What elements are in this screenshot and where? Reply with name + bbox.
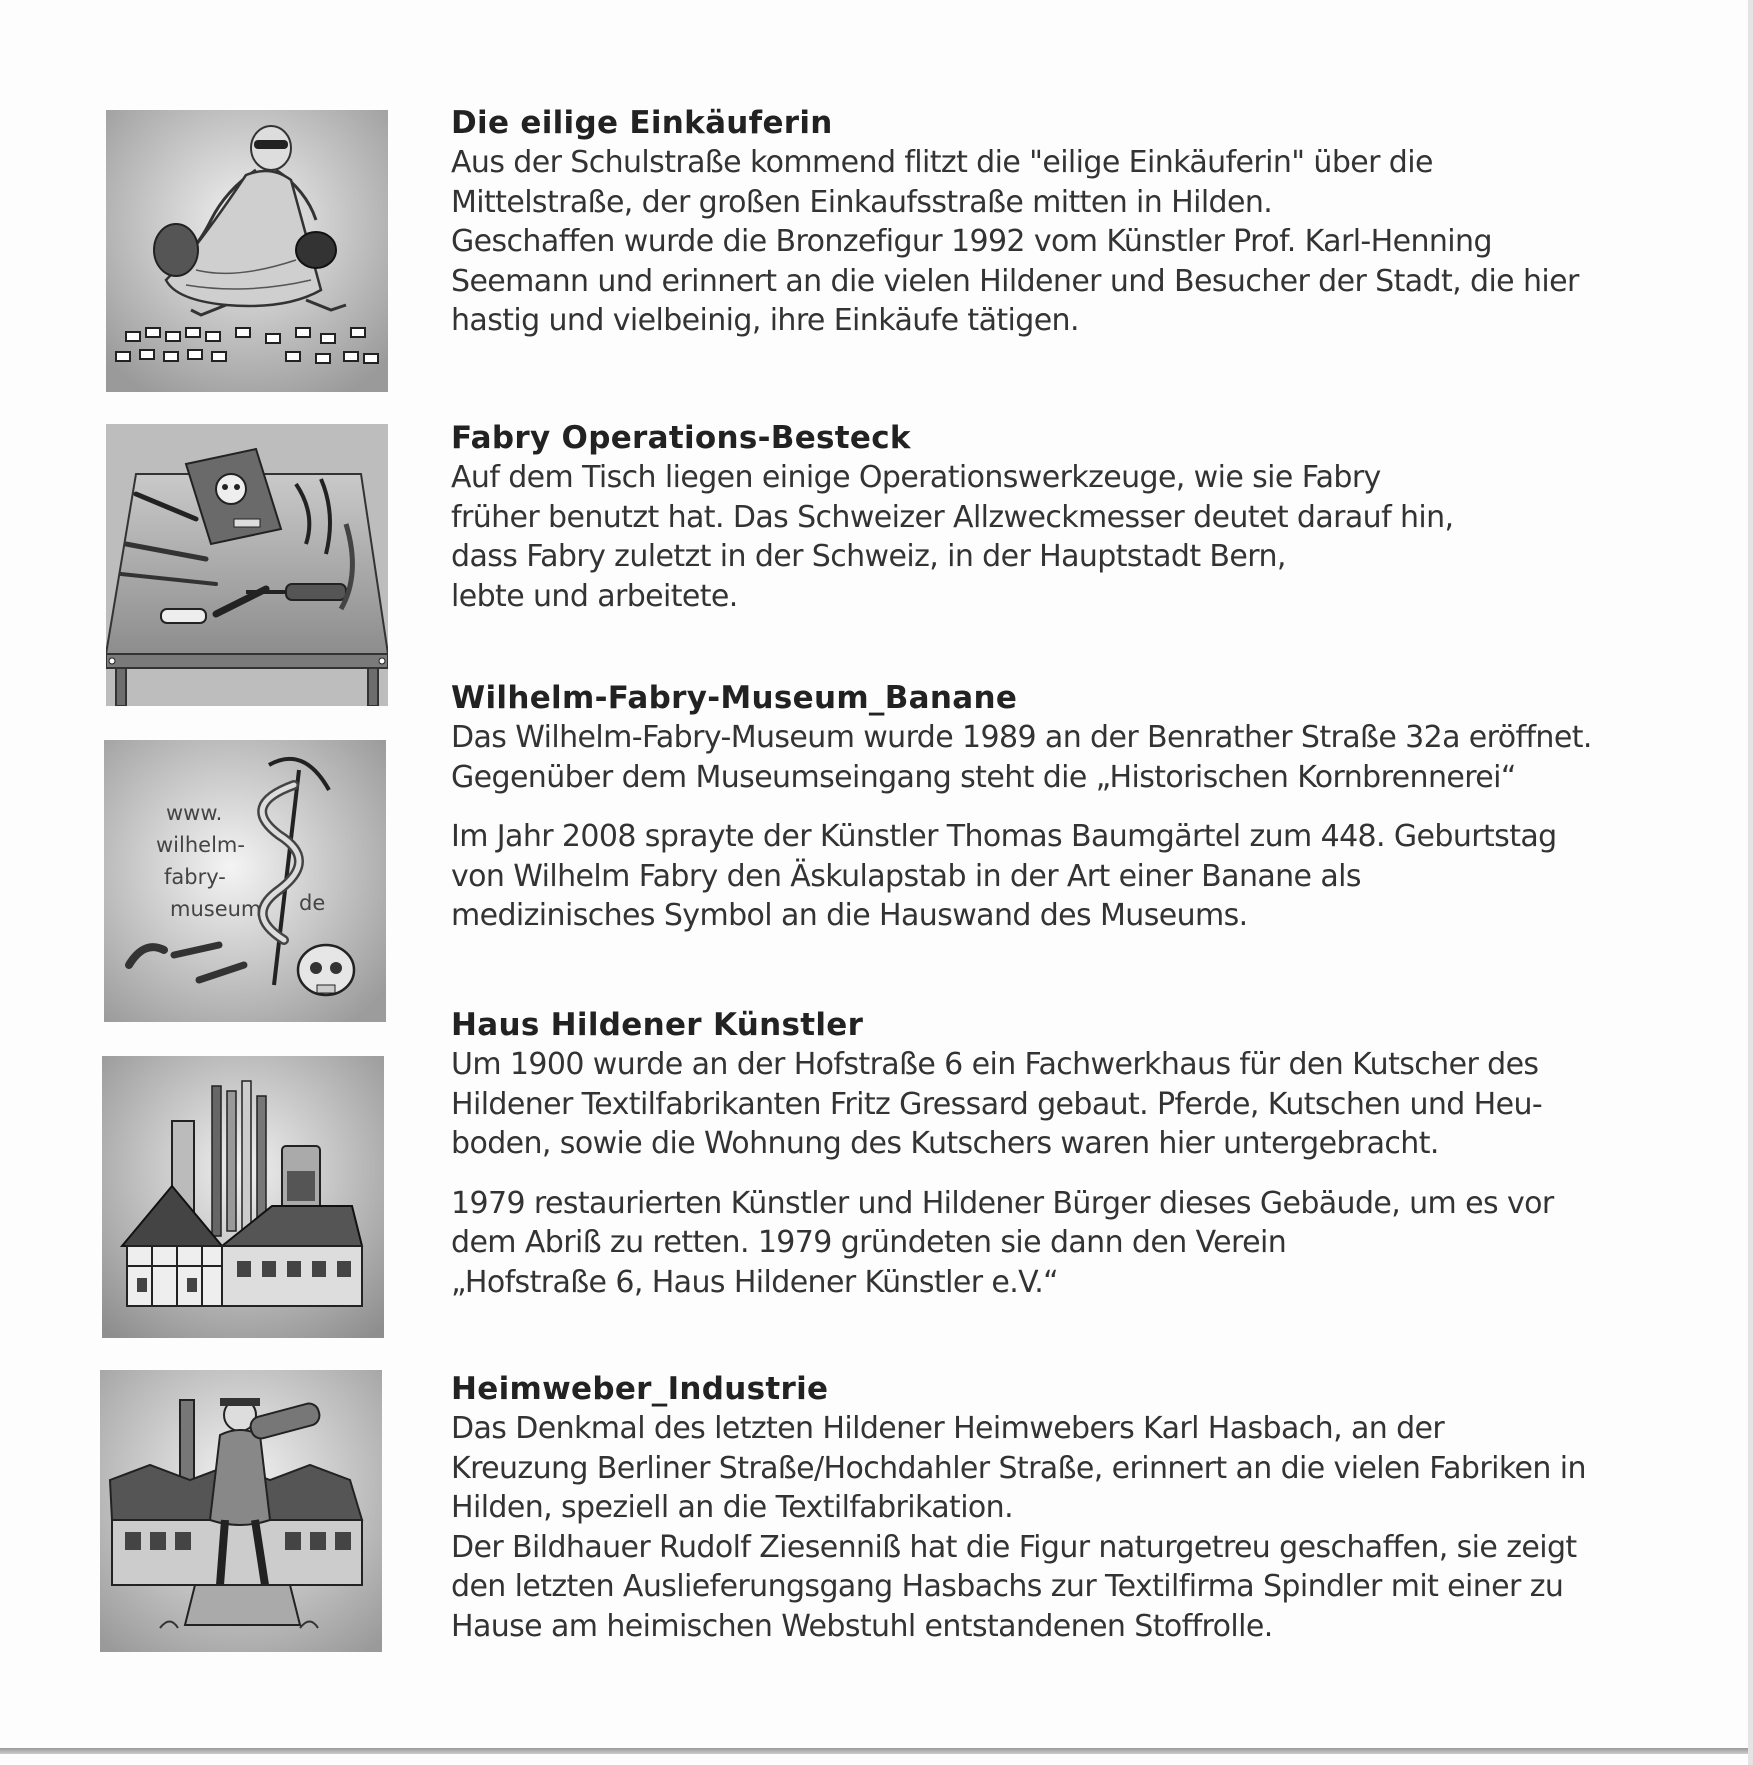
url-text: wilhelm- [156,833,245,857]
text-line: Geschaffen wurde die Bronzefigur 1992 vom Künstler Prof. Karl-Henning [451,224,1492,259]
page-bottom-edge [0,1748,1753,1754]
text-line: hastig und vielbeinig, ihre Einkäufe tätigen. [451,303,1079,338]
url-text: www. [166,801,223,825]
entry-paragraph [451,143,1641,341]
text-line: boden, sowie die Wohnung des Kutschers waren hier untergebracht. [451,1126,1439,1161]
entry-paragraph [451,1184,1641,1303]
text-line: 1979 restaurierten Künstler und Hildener Bürger dieses Gebäude, um es vor [451,1185,1554,1221]
entry-paragraph [451,458,1641,616]
entry-title: Fabry Operations-Besteck [451,420,911,456]
text-line: Gegenüber dem Museumseingang steht die „Historischen Kornbrennerei“ [451,759,1516,795]
shopper-illustration [106,110,388,392]
text-line: Seemann und erinnert an die vielen Hildener und Besucher der Stadt, die hier [451,263,1579,299]
url-text: de [299,891,326,915]
entry-2 [451,418,1641,616]
text-line: Mittelstraße, der großen Einkaufsstraße mitten in Hilden. [451,184,1273,220]
text-line: Im Jahr 2008 sprayte der Künstler Thomas Baumgärtel zum 448. Geburtstag [451,819,1557,854]
text-line: „Hofstraße 6, Haus Hildener Künstler e.V.“ [451,1264,1059,1300]
text-line: medizinisches Symbol an die Hauswand des Museums. [451,898,1248,933]
entry-paragraph [451,1045,1641,1164]
text-line: Das Denkmal des letzten Hildener Heimwebers Karl Hasbach, an der [451,1411,1445,1446]
shopper-sculpture-image [106,110,388,392]
entry-title: Wilhelm-Fabry-Museum_Banane [451,680,1018,716]
entry-title: Die eilige Einkäuferin [451,105,833,141]
text-line: Das Wilhelm-Fabry-Museum wurde 1989 an der Benrather Straße 32a eröffnet. [451,720,1592,755]
weaver-monument-illustration [100,1370,382,1652]
text-line: Hildener Textilfabrikanten Fritz Gressard gebaut. Pferde, Kutschen und Heu- [451,1086,1543,1122]
entry-4 [451,1005,1641,1302]
entry-paragraph [451,817,1641,936]
artists-house-image [102,1056,384,1338]
text-line: den letzten Auslieferungsgang Hasbachs zur Textilfirma Spindler mit einer zu [451,1569,1564,1604]
text-line: Aus der Schulstraße kommend flitzt die "eilige Einkäuferin" über die [451,145,1433,180]
text-line: Der Bildhauer Rudolf Ziesenniß hat die Figur naturgetreu geschaffen, sie zeigt [451,1529,1577,1565]
entry-paragraph [451,718,1641,797]
entry-title: Heimweber_Industrie [451,1371,829,1407]
artists-house-illustration [102,1056,384,1338]
text-line: Um 1900 wurde an der Hofstraße 6 ein Fachwerkhaus für den Kutscher des [451,1047,1539,1082]
weaver-monument-image [100,1370,382,1652]
text-line: Kreuzung Berliner Straße/Hochdahler Straße, erinnert an die vielen Fabriken in [451,1450,1586,1486]
text-line: dem Abriß zu retten. 1979 gründeten sie dann den Verein [451,1225,1287,1260]
entry-1 [451,103,1641,341]
surgical-tools-illustration [106,424,388,706]
entry-title: Haus Hildener Künstler [451,1007,864,1043]
museum-banana-image [104,740,386,1022]
entry-3 [451,678,1641,936]
text-line: Hause am heimischen Webstuhl entstandenen Stoffrolle. [451,1608,1273,1644]
museum-banana-illustration [104,740,386,1022]
entry-5 [451,1369,1641,1646]
text-line: Hilden, speziell an die Textilfabrikation. [451,1490,1014,1525]
text-line: von Wilhelm Fabry den Äskulapstab in der Art einer Banane als [451,858,1361,894]
url-text: fabry- [164,865,226,889]
page-right-edge [1748,0,1753,1765]
text-line: früher benutzt hat. Das Schweizer Allzweckmesser deutet darauf hin, [451,499,1454,535]
text-line: lebte und arbeitete. [451,578,738,614]
url-text: museum [170,897,262,921]
surgical-tools-image [106,424,388,706]
text-line: dass Fabry zuletzt in der Schweiz, in der Hauptstadt Bern, [451,539,1286,574]
entry-paragraph [451,1409,1641,1646]
text-line: Auf dem Tisch liegen einige Operationswerkzeuge, wie sie Fabry [451,460,1381,495]
